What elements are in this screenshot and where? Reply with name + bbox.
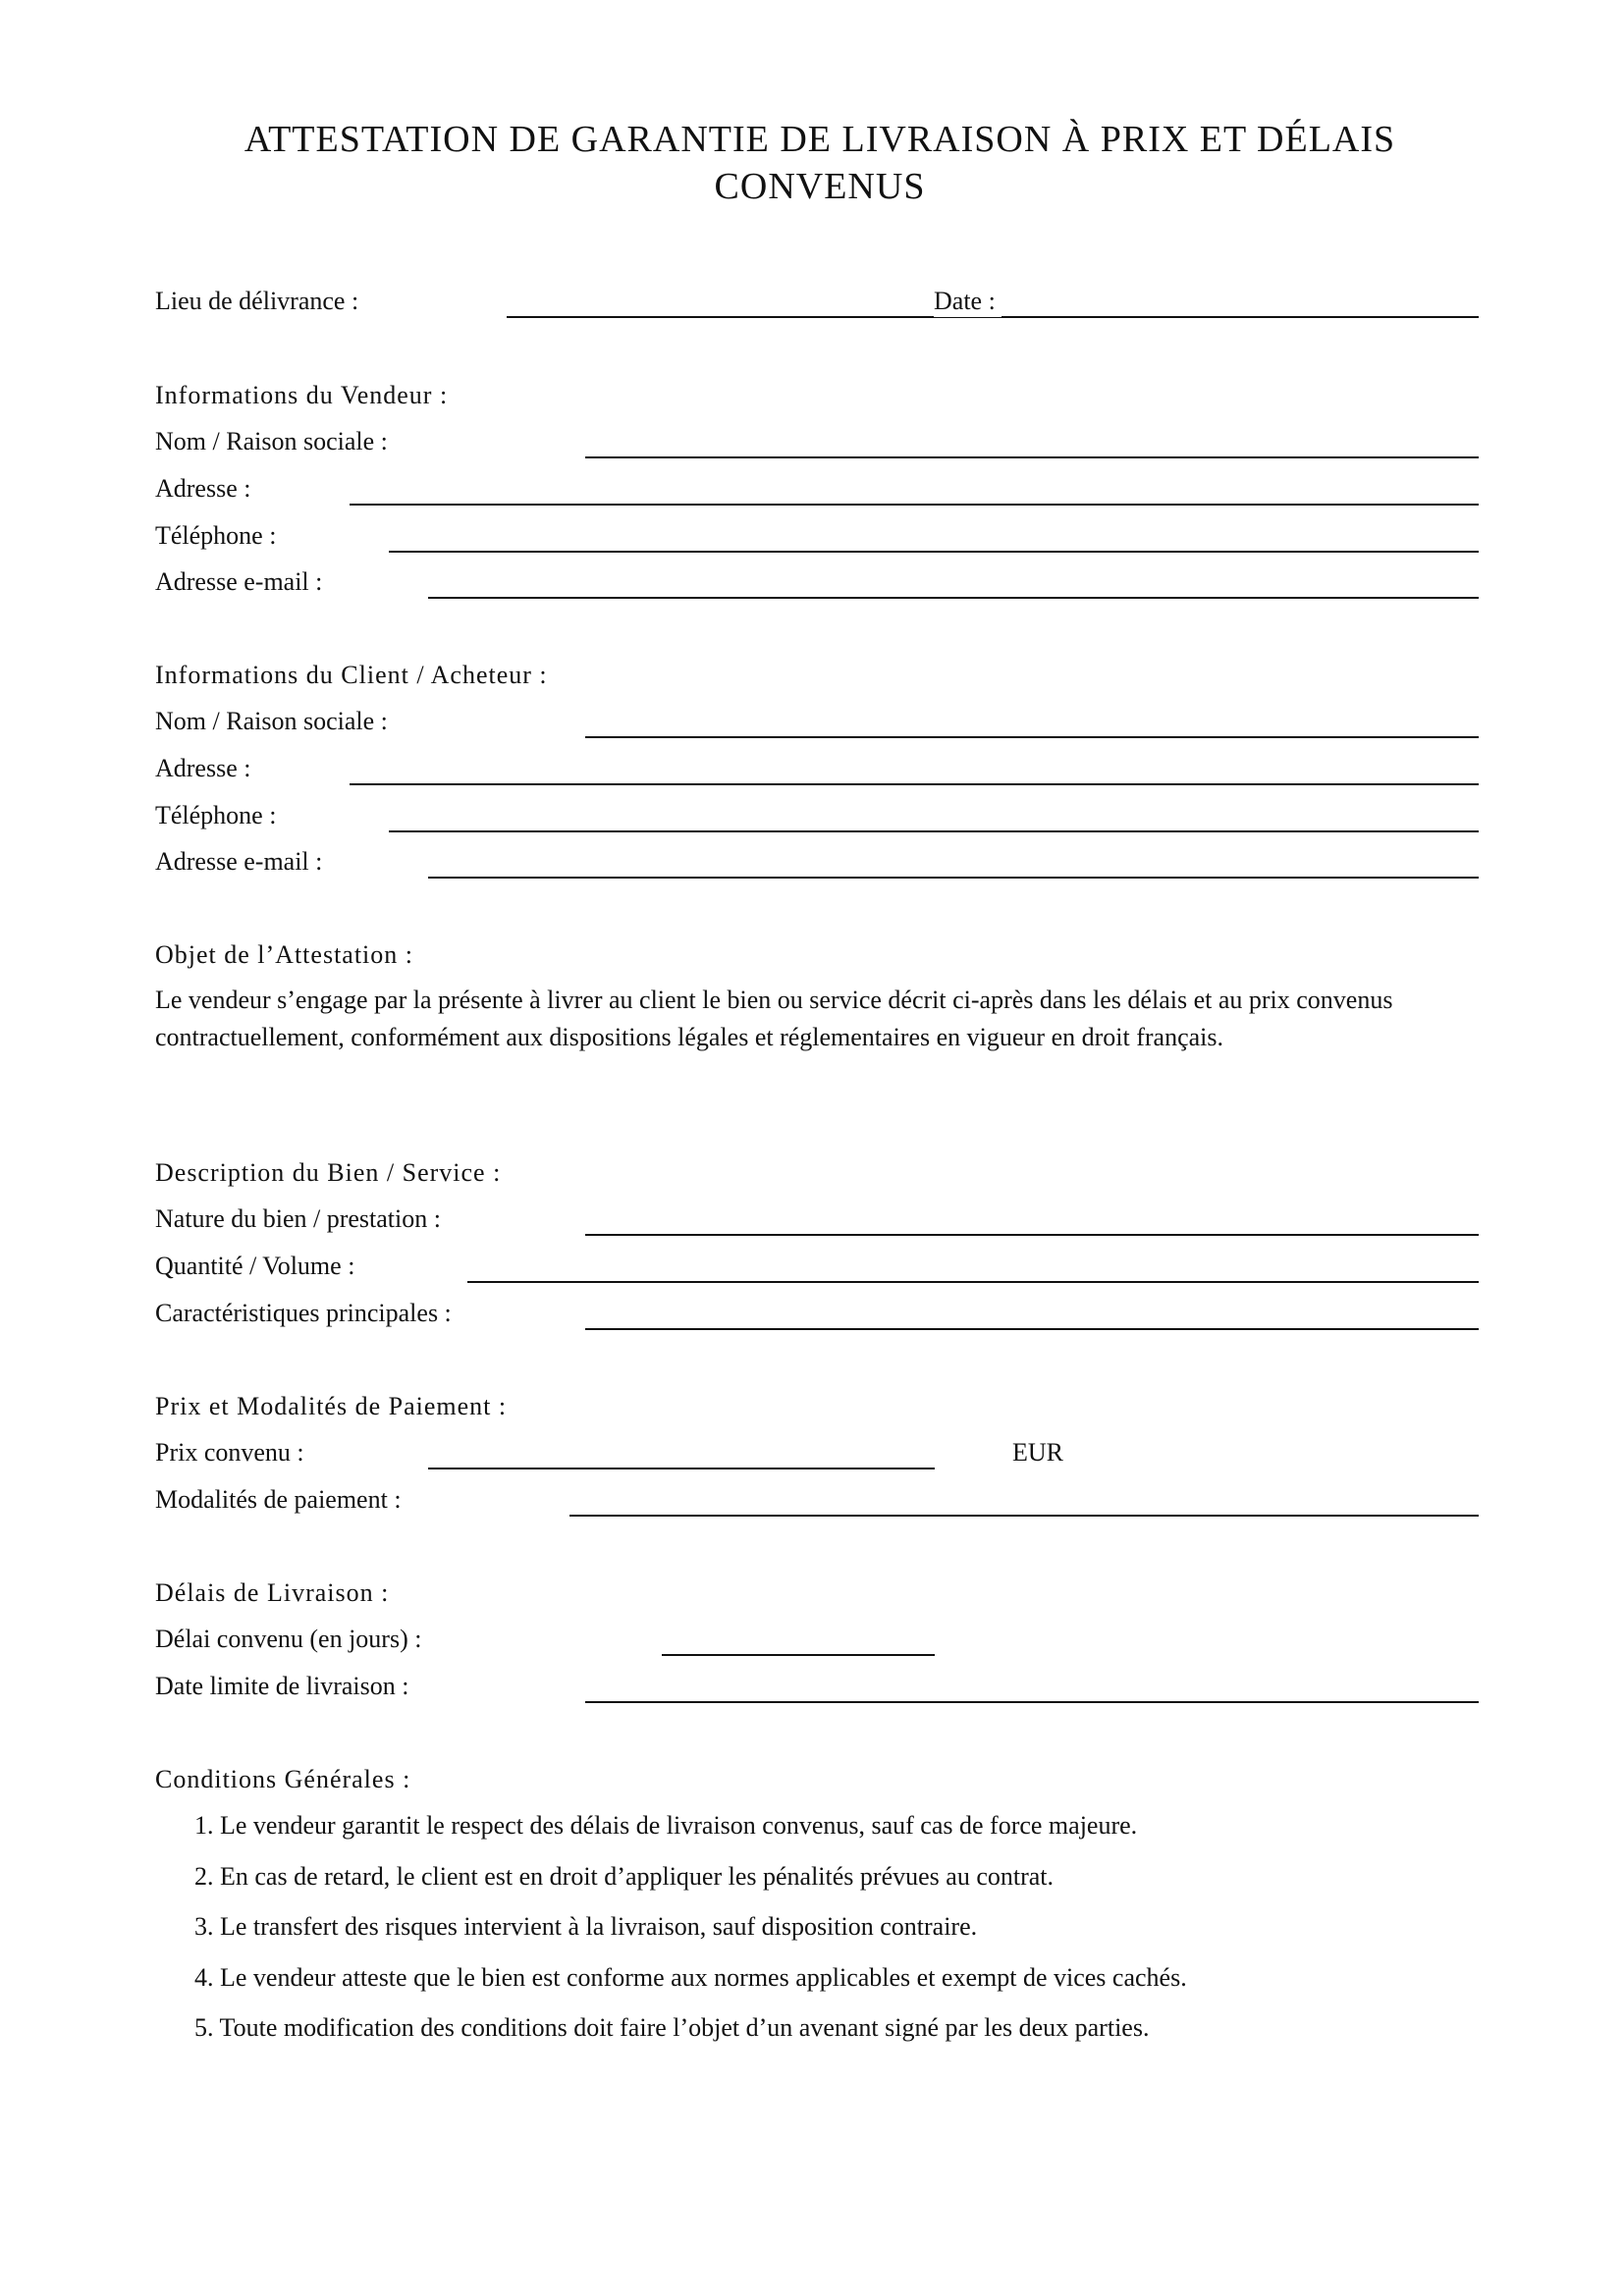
date-limite-label: Date limite de livraison :	[155, 1672, 409, 1700]
condition-item: 2. En cas de retard, le client est en droit d’appliquer les pénalités prévues au contrat.	[194, 1862, 1054, 1891]
vendeur-adresse-field[interactable]	[350, 504, 1479, 506]
client-telephone-label: Téléphone :	[155, 801, 277, 829]
client-adresse-label: Adresse :	[155, 754, 251, 782]
prix-heading: Prix et Modalités de Paiement :	[155, 1392, 508, 1420]
date-label: Date :	[934, 286, 1001, 317]
quantite-label: Quantité / Volume :	[155, 1252, 355, 1280]
caracteristiques-label: Caractéristiques principales :	[155, 1299, 452, 1327]
vendeur-nom-field[interactable]	[585, 456, 1479, 458]
vendeur-telephone-field[interactable]	[389, 551, 1479, 553]
objet-heading: Objet de l’Attestation :	[155, 940, 414, 969]
client-email-label: Adresse e-mail :	[155, 847, 323, 876]
delais-heading: Délais de Livraison :	[155, 1578, 390, 1607]
client-heading: Informations du Client / Acheteur :	[155, 661, 548, 689]
objet-paragraph: Le vendeur s’engage par la présente à livrer au client le bien ou service décrit ci-après dans les délais et au prix convenus contractuellement, conformément aux dispositions légales et réglementaires en vigueur en droit français.	[155, 986, 1393, 1051]
vendeur-email-label: Adresse e-mail :	[155, 567, 323, 596]
vendeur-adresse-label: Adresse :	[155, 474, 251, 503]
vendeur-heading: Informations du Vendeur :	[155, 381, 449, 409]
quantite-field[interactable]	[467, 1281, 1479, 1283]
prix-label: Prix convenu :	[155, 1438, 304, 1467]
vendeur-email-field[interactable]	[428, 597, 1479, 599]
client-nom-field[interactable]	[585, 736, 1479, 738]
delai-field[interactable]	[662, 1654, 935, 1656]
modalites-label: Modalités de paiement :	[155, 1485, 402, 1514]
client-telephone-field[interactable]	[389, 830, 1479, 832]
condition-item: 5. Toute modification des conditions doit faire l’objet d’un avenant signé par les deux parties.	[194, 2013, 1150, 2042]
currency-label: EUR	[1012, 1438, 1063, 1467]
client-adresse-field[interactable]	[350, 783, 1479, 785]
document-title: ATTESTATION DE GARANTIE DE LIVRAISON À PRIX ET DÉLAIS CONVENUS	[244, 119, 1396, 207]
condition-item: 4. Le vendeur atteste que le bien est conforme aux normes applicables et exempt de vices cachés.	[194, 1963, 1187, 1992]
condition-item: 1. Le vendeur garantit le respect des délais de livraison convenus, sauf cas de force majeure.	[194, 1811, 1138, 1840]
condition-item: 3. Le transfert des risques intervient à la livraison, sauf disposition contraire.	[194, 1912, 978, 1941]
client-nom-label: Nom / Raison sociale :	[155, 707, 388, 735]
lieu-label: Lieu de délivrance :	[155, 287, 359, 315]
date-limite-field[interactable]	[585, 1701, 1479, 1703]
nature-field[interactable]	[585, 1234, 1479, 1236]
prix-field[interactable]	[428, 1468, 935, 1469]
vendeur-telephone-label: Téléphone :	[155, 521, 277, 550]
caracteristiques-field[interactable]	[585, 1328, 1479, 1330]
modalites-field[interactable]	[569, 1515, 1479, 1517]
client-email-field[interactable]	[428, 877, 1479, 879]
delai-label: Délai convenu (en jours) :	[155, 1625, 422, 1653]
conditions-heading: Conditions Générales :	[155, 1765, 411, 1793]
description-heading: Description du Bien / Service :	[155, 1158, 502, 1187]
vendeur-nom-label: Nom / Raison sociale :	[155, 427, 388, 455]
nature-label: Nature du bien / prestation :	[155, 1204, 441, 1233]
